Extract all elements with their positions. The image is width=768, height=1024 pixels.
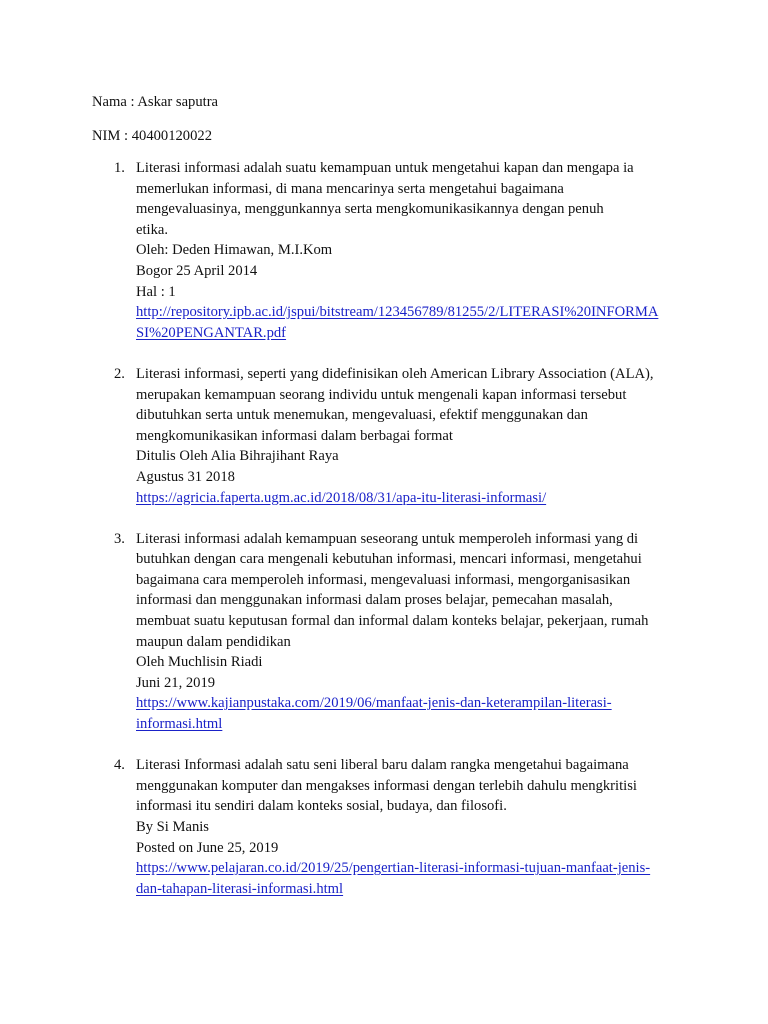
source-link-line xyxy=(136,693,692,714)
list-item-text-line: menggunakan komputer dan mengakses informasi dengan terlebih dahulu mengkritisi xyxy=(136,777,637,794)
source-link[interactable]: dan-tahapan-literasi-informasi.html xyxy=(136,880,344,897)
list-item-text-line: informasi dan menggunakan informasi dalam proses belajar, pemecahan masalah, xyxy=(136,592,613,609)
source-link-line xyxy=(136,488,692,509)
list-item-text-line: informasi itu sendiri dalam konteks sosial, budaya, dan filosofi. xyxy=(136,798,507,815)
list-item-text-line: mengevaluasinya, menggunkannya serta mengkomunikasikannya dengan penuh xyxy=(136,201,604,218)
list-item-text-line: Literasi Informasi adalah satu seni liberal baru dalam rangka mengetahui bagaimana xyxy=(136,757,629,774)
source-link[interactable]: https://www.pelajaran.co.id/2019/25/pengertian-literasi-informasi-tujuan-manfaat-jenis- xyxy=(136,860,651,877)
list-item-text-line: Juni 21, 2019 xyxy=(136,674,216,691)
source-link-line xyxy=(136,714,692,735)
list-item xyxy=(92,364,692,508)
list-item xyxy=(92,529,692,735)
list-item-text-line: memerlukan informasi, di mana mencarinya serta mengetahui bagaimana xyxy=(136,180,564,197)
list-item-text-line: dibutuhkan serta untuk menemukan, mengevaluasi, efektif menggunakan dan xyxy=(136,407,588,424)
list-item-text-line: butuhkan dengan cara mengenali kebutuhan informasi, mencari informasi, mengetahui xyxy=(136,551,642,568)
student-id: NIM : 40400120022 xyxy=(92,128,212,144)
source-link-line xyxy=(136,858,692,879)
list-item xyxy=(92,755,692,899)
list-item-text-line: bagaimana cara memperoleh informasi, mengevaluasi informasi, mengorganisasikan xyxy=(136,571,631,588)
list-item-text-line: merupakan kemampuan seorang individu untuk mengenali kapan informasi tersebut xyxy=(136,386,627,403)
list-item-text-line: Oleh Muchlisin Riadi xyxy=(136,654,263,671)
list-item-number: 4. xyxy=(114,757,125,774)
source-link-line xyxy=(136,323,692,344)
source-link-line xyxy=(136,302,692,323)
list-item-text-line: By Si Manis xyxy=(136,819,209,835)
list-item-text-line: Literasi informasi, seperti yang didefinisikan oleh American Library Association (ALA), xyxy=(136,365,654,382)
list-item-text-line: Hal : 1 xyxy=(136,283,176,300)
list-item-text-line: Posted on June 25, 2019 xyxy=(136,839,279,856)
list-item xyxy=(92,158,692,343)
list-item-text-line: Ditulis Oleh Alia Bihrajihant Raya xyxy=(136,448,339,465)
list-item-text-line: membuat suatu keputusan formal dan informal dalam konteks belajar, pekerjaan, rumah xyxy=(136,613,649,630)
list-item-number: 2. xyxy=(114,365,125,382)
list-item-number: 3. xyxy=(114,530,125,547)
list-item-number: 1. xyxy=(114,160,125,176)
source-link[interactable]: SI%20PENGANTAR.pdf xyxy=(136,324,287,341)
list-item-text-line: maupun dalam pendidikan xyxy=(136,633,291,650)
list-item-text-line: etika. xyxy=(136,221,169,238)
list-item-text-line: Oleh: Deden Himawan, M.I.Kom xyxy=(136,242,333,259)
list-item-text-line: mengkomunikasikan informasi dalam berbagai format xyxy=(136,427,453,444)
source-link[interactable]: https://www.kajianpustaka.com/2019/06/manfaat-jenis-dan-keterampilan-literasi- xyxy=(136,695,612,712)
source-link[interactable]: https://agricia.faperta.ugm.ac.id/2018/08/31/apa-itu-literasi-informasi/ xyxy=(136,489,547,506)
list-item-text-line: Literasi informasi adalah kemampuan seseorang untuk memperoleh informasi yang di xyxy=(136,530,639,547)
source-link-line xyxy=(136,879,692,900)
definition-list xyxy=(92,158,692,920)
source-link[interactable]: http://repository.ipb.ac.id/jspui/bitstream/123456789/81255/2/LITERASI%20INFORMA xyxy=(136,304,659,321)
list-item-text-line: Bogor 25 April 2014 xyxy=(136,262,258,279)
list-item-text-line: Agustus 31 2018 xyxy=(136,468,235,485)
source-link[interactable]: informasi.html xyxy=(136,716,223,733)
student-name: Nama : Askar saputra xyxy=(92,94,219,110)
list-item-text-line: Literasi informasi adalah suatu kemampuan untuk mengetahui kapan dan mengapa ia xyxy=(136,160,634,176)
